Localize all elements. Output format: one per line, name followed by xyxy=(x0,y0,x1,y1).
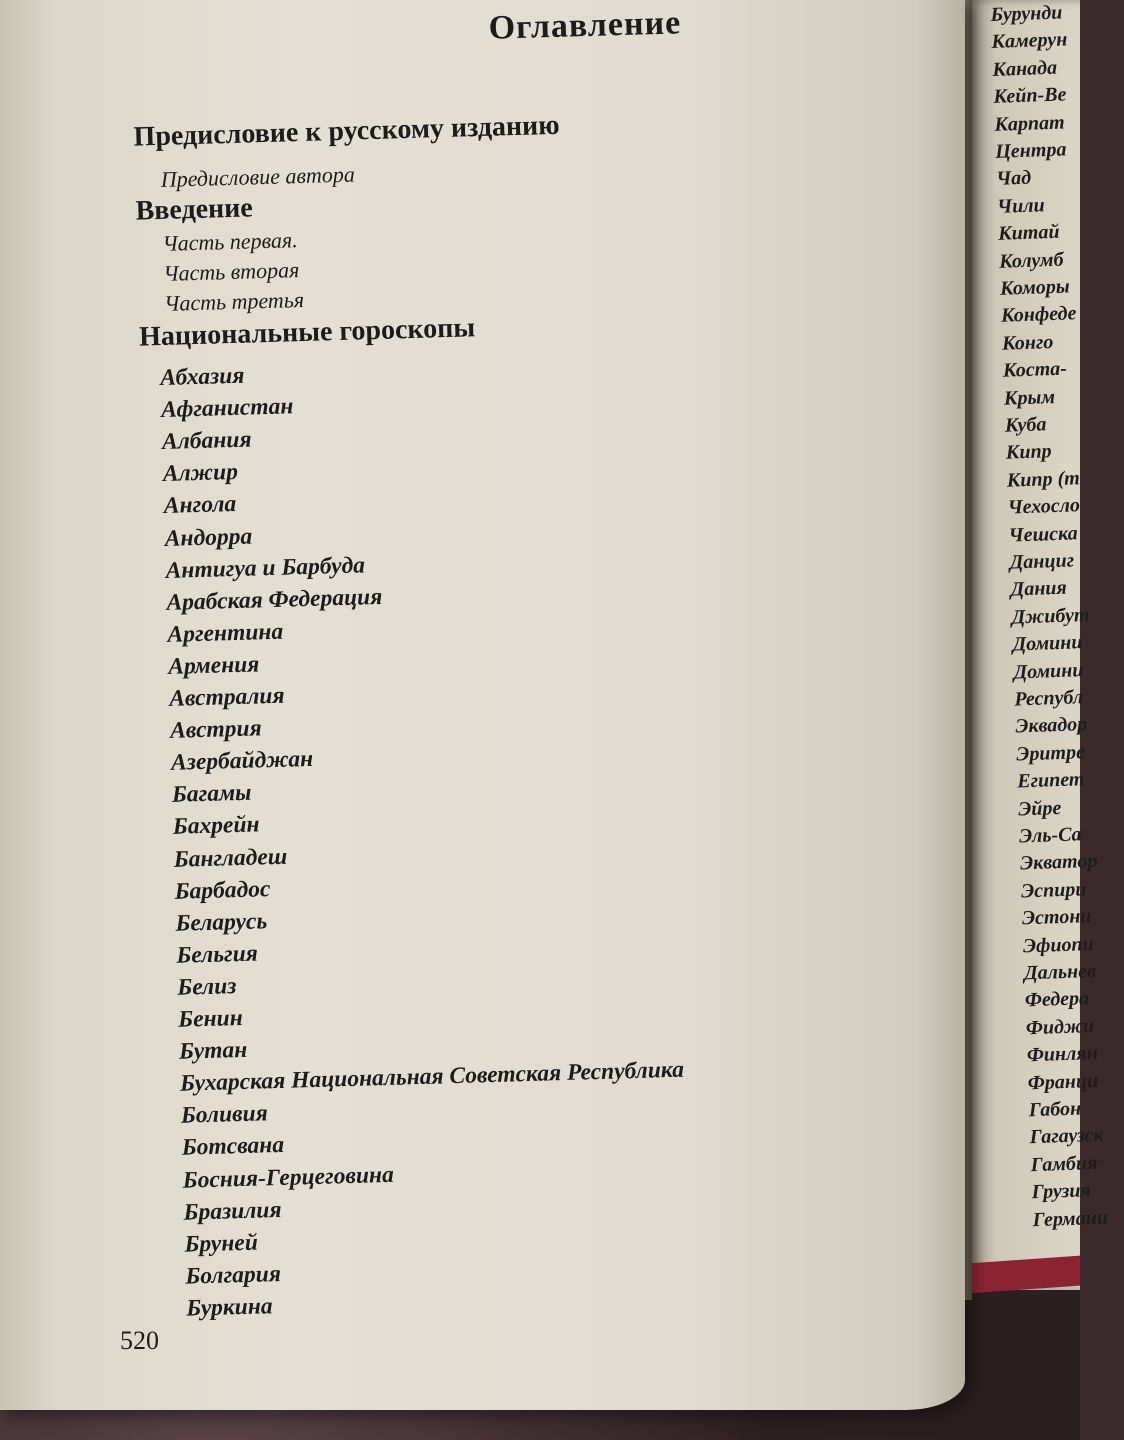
toc-country-entry: Антигуа и Барбуда xyxy=(165,551,366,584)
right-page-country-entry: Эфиопи xyxy=(1022,932,1095,958)
right-page-country-entry: Крым xyxy=(1003,385,1056,410)
toc-country-entry: Австрия xyxy=(169,715,262,744)
toc-country-entry: Бельгия xyxy=(176,940,259,969)
page-number: 520 xyxy=(120,1326,159,1355)
right-page-country-entry: Грузия xyxy=(1031,1179,1092,1204)
right-page-country-entry: Чад xyxy=(995,167,1032,191)
toc-country-entry: Армения xyxy=(167,651,260,680)
toc-country-entry: Бангладеш xyxy=(173,843,288,873)
right-page-country-entry: Кейп-Ве xyxy=(993,83,1067,109)
right-page-country-entry: Гагаузск xyxy=(1029,1124,1104,1149)
right-page-country-entry: Конфеде xyxy=(1000,302,1077,328)
toc-country-entry: Беларусь xyxy=(175,907,268,937)
right-page-country-entry: Федера xyxy=(1024,987,1090,1012)
toc-country-entry: Бухарская Национальная Советская Республика xyxy=(179,1056,685,1097)
right-page-country-entry: Китай xyxy=(997,220,1060,246)
right-page-country-entry: Камерун xyxy=(991,28,1068,54)
toc-country-entry: Алжир xyxy=(162,459,239,488)
toc-country-entry: Аргентина xyxy=(167,618,284,648)
right-page-country-entry: Эстони xyxy=(1021,905,1092,930)
right-page-country-entry: Карпат xyxy=(993,111,1065,136)
right-page-country-entry: Экватор xyxy=(1019,850,1098,875)
toc-country-entry: Боливия xyxy=(180,1100,269,1130)
right-page-country-entry: Финлян xyxy=(1026,1042,1099,1067)
toc-subsection: Часть первая. xyxy=(162,227,299,256)
toc-country-entry: Буркина xyxy=(185,1293,273,1322)
right-page-country-entry: Фиджи xyxy=(1025,1014,1095,1040)
right-page-country-entry: Габон xyxy=(1028,1097,1082,1122)
toc-section-heading: Введение xyxy=(135,192,254,227)
right-page-country-entry: Куба xyxy=(1004,413,1047,437)
right-page-country-entry: Эритре xyxy=(1015,740,1086,766)
toc-country-entry: Афганистан xyxy=(160,393,294,424)
toc-country-entry: Австралия xyxy=(168,682,285,712)
toc-section-heading: Предисловие к русскому изданию xyxy=(133,109,560,153)
toc-country-entry: Бразилия xyxy=(183,1196,282,1226)
right-page-country-entry: Эквадор xyxy=(1015,713,1088,738)
toc-section-heading: Национальные гороскопы xyxy=(138,312,476,353)
toc-country-entry: Бруней xyxy=(184,1229,259,1258)
right-page-country-entry: Чили xyxy=(996,194,1046,218)
toc-country-entry: Албания xyxy=(161,426,252,456)
table-of-contents xyxy=(120,0,940,1322)
page-title: Оглавление xyxy=(488,4,682,47)
right-page-country-entry: Германи xyxy=(1032,1206,1109,1231)
toc-country-entry: Бенин xyxy=(177,1004,244,1033)
right-page-country-entry: Чешска xyxy=(1008,521,1079,547)
toc-country-entry: Барбадос xyxy=(174,875,271,905)
right-page-country-entry: Коста- xyxy=(1002,357,1068,382)
toc-country-entry: Босния-Герцеговина xyxy=(182,1161,395,1194)
toc-country-entry: Белиз xyxy=(176,973,237,1001)
toc-subsection: Часть вторая xyxy=(163,257,300,286)
toc-country-entry: Арабская Федерация xyxy=(166,583,383,616)
right-page-country-entry: Египет xyxy=(1016,768,1085,793)
right-page-country-entry: Колумб xyxy=(998,248,1064,273)
right-page-country-entry: Эйре xyxy=(1017,796,1062,821)
toc-subsection: Часть третья xyxy=(163,286,305,316)
right-page-country-entry: Дальнев xyxy=(1023,959,1097,985)
right-page-country-entry: Чехосло xyxy=(1007,494,1081,519)
right-page-country-entry: Кипр xyxy=(1005,440,1052,465)
right-page-country-entry: Бурунди xyxy=(990,1,1063,26)
right-page-country-entry: Домини xyxy=(1013,658,1084,684)
toc-country-entry: Ангола xyxy=(163,491,237,520)
right-page-country-entry: Франци xyxy=(1027,1069,1099,1094)
right-page-country-entry: Эспири xyxy=(1020,877,1087,903)
right-page-country-entry: Канада xyxy=(992,56,1058,81)
toc-country-entry: Болгария xyxy=(185,1260,282,1290)
right-page-country-entry: Эль-Са xyxy=(1018,823,1082,848)
toc-country-entry: Бахрейн xyxy=(172,811,260,841)
toc-country-entry: Абхазия xyxy=(159,362,245,392)
toc-country-entry: Бутан xyxy=(178,1036,248,1065)
toc-country-entry: Ботсвана xyxy=(181,1132,285,1162)
right-page-country-entry: Гамбия xyxy=(1030,1151,1098,1177)
right-page-country-entry: Кипр (т xyxy=(1006,466,1081,492)
right-page-country-entry: Коморы xyxy=(999,275,1071,300)
right-page-country-entry: Конго xyxy=(1001,330,1054,355)
right-page-country-entry: Данциг xyxy=(1009,549,1075,574)
right-page-country-entry: Республ xyxy=(1014,686,1084,711)
right-page-country-entry: Домини xyxy=(1012,631,1083,656)
toc-country-entry: Андорра xyxy=(164,523,253,552)
right-page-country-entry: Джибут xyxy=(1011,603,1090,629)
toc-country-entry: Азербайджан xyxy=(170,746,314,777)
toc-subsection: Предисловие автора xyxy=(160,161,356,192)
right-page-country-entry: Центра xyxy=(994,138,1067,163)
right-page-country-entry: Дания xyxy=(1010,577,1068,602)
toc-country-entry: Багамы xyxy=(171,779,252,809)
